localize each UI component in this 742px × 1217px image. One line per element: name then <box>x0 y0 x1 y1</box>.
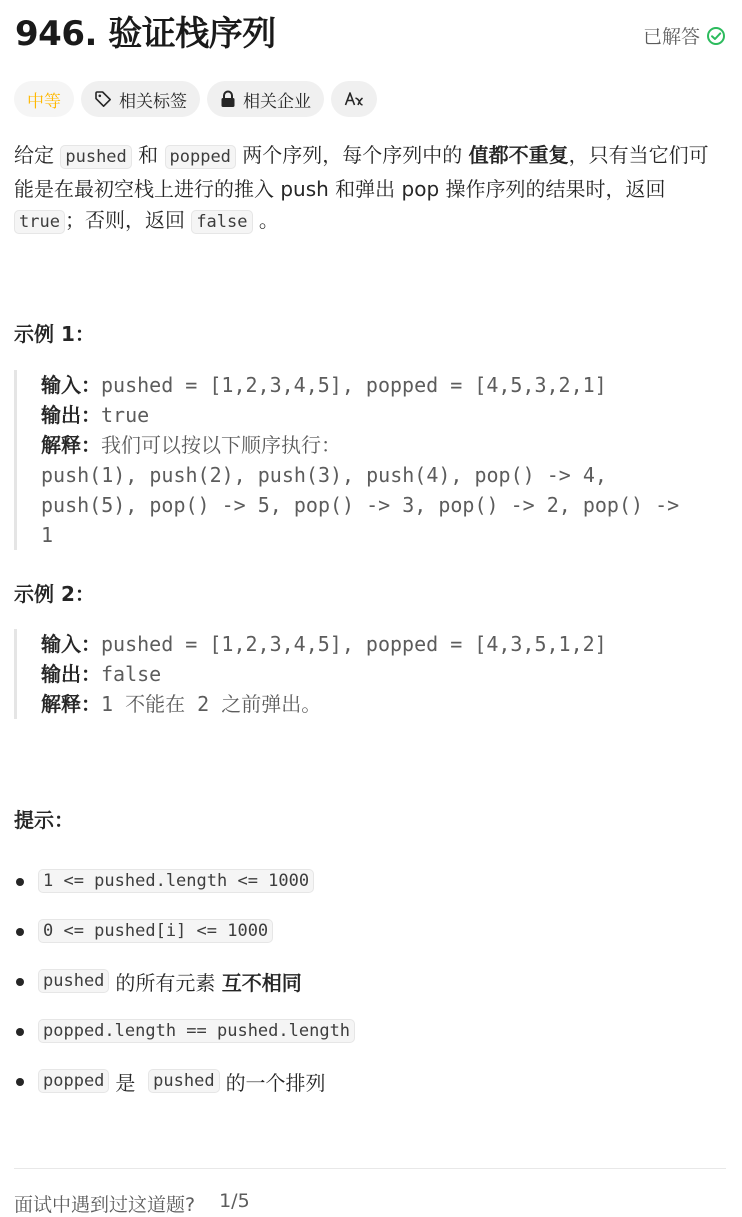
translate-icon <box>344 90 364 108</box>
problem-description <box>14 140 726 239</box>
interview-question-row[interactable] <box>14 1190 250 1217</box>
desc-bold-text: 值都不重复 <box>468 143 569 167</box>
hint-item <box>14 1056 726 1106</box>
example-input: pushed = [1,2,3,4,5], popped = [4,3,5,1,2] <box>101 632 607 656</box>
title-row <box>15 12 726 56</box>
example-2-heading: 示例 2： <box>14 582 95 606</box>
hint-text: 的所有元素 <box>115 970 216 995</box>
related-companies-button[interactable] <box>207 81 324 117</box>
input-label: 输入： <box>41 632 101 656</box>
tag-icon <box>94 90 112 108</box>
hint-text: 是 <box>115 1070 136 1095</box>
desc-text: ；否则，返回 <box>64 208 185 232</box>
explain-label: 解释： <box>41 433 101 457</box>
desc-text: 两个序列，每个序列中的 <box>242 143 463 167</box>
example-explanation: 1 <box>101 692 126 716</box>
related-tags-label: 相关标签 <box>119 91 187 112</box>
example-2-block <box>14 629 726 719</box>
inline-code: pushed <box>148 1069 219 1093</box>
desc-text: ，只有当它们可能是在最初空栈上进行的推入 push 和弹出 pop 操作序列的结果时，返回 <box>14 143 709 201</box>
inline-code: 1 <= pushed.length <= 1000 <box>38 869 314 893</box>
inline-code: false <box>191 210 252 234</box>
difficulty-badge[interactable]: 中等 <box>14 81 74 117</box>
problem-title[interactable]: 946. 验证栈序列 <box>15 14 276 54</box>
example-explanation: 不能在 <box>125 692 186 716</box>
example-explanation: 之前弹出。 <box>221 692 322 716</box>
example-explanation: 我们可以按以下顺序执行： <box>101 433 341 457</box>
desc-text: 和 <box>138 143 159 167</box>
translate-button[interactable] <box>331 81 377 117</box>
tag-bar <box>14 81 377 117</box>
related-companies-label: 相关企业 <box>243 91 311 112</box>
hint-item <box>14 856 726 906</box>
inline-code: pushed <box>60 145 131 169</box>
explanation-line: push(1), push(2), push(3), push(4), pop() -> 4, <box>41 463 607 487</box>
lock-icon <box>220 90 236 108</box>
output-label: 输出： <box>41 403 101 427</box>
explanation-line: 1 <box>41 523 54 547</box>
input-label: 输入： <box>41 373 101 397</box>
explanation-line: push(5), pop() -> 5, pop() -> 3, pop() -> 2, pop() -> <box>41 493 680 517</box>
example-output: false <box>101 662 162 686</box>
example-output: true <box>101 403 150 427</box>
related-tags-button[interactable] <box>81 81 200 117</box>
inline-code: popped <box>165 145 236 169</box>
hint-text: 的一个排列 <box>225 1070 326 1095</box>
hints-list <box>14 856 726 1106</box>
output-label: 输出： <box>41 662 101 686</box>
inline-code: pushed <box>38 969 109 993</box>
example-1-block <box>14 370 726 550</box>
hints-heading: 提示： <box>14 808 74 832</box>
example-input: pushed = [1,2,3,4,5], popped = [4,5,3,2,1] <box>101 373 607 397</box>
inline-code: popped.length == pushed.length <box>38 1019 355 1043</box>
hint-item <box>14 956 726 1006</box>
interview-count: 1/5 <box>219 1190 250 1212</box>
inline-code: 0 <= pushed[i] <= 1000 <box>38 919 273 943</box>
solved-status <box>643 22 726 49</box>
desc-text: 。 <box>258 208 279 232</box>
hint-item <box>14 906 726 956</box>
example-explanation: 2 <box>185 692 222 716</box>
check-circle-icon <box>706 26 726 46</box>
inline-code: popped <box>38 1069 109 1093</box>
inline-code: true <box>14 210 65 234</box>
example-1-heading: 示例 1： <box>14 322 95 346</box>
hint-item <box>14 1006 726 1056</box>
solved-label: 已解答 <box>642 26 700 48</box>
divider <box>14 1168 726 1169</box>
explain-label: 解释： <box>41 692 101 716</box>
hint-bold-text: 互不相同 <box>221 970 302 995</box>
interview-question-label: 面试中遇到过这道题? <box>14 1194 196 1216</box>
desc-text: 给定 <box>14 143 54 167</box>
